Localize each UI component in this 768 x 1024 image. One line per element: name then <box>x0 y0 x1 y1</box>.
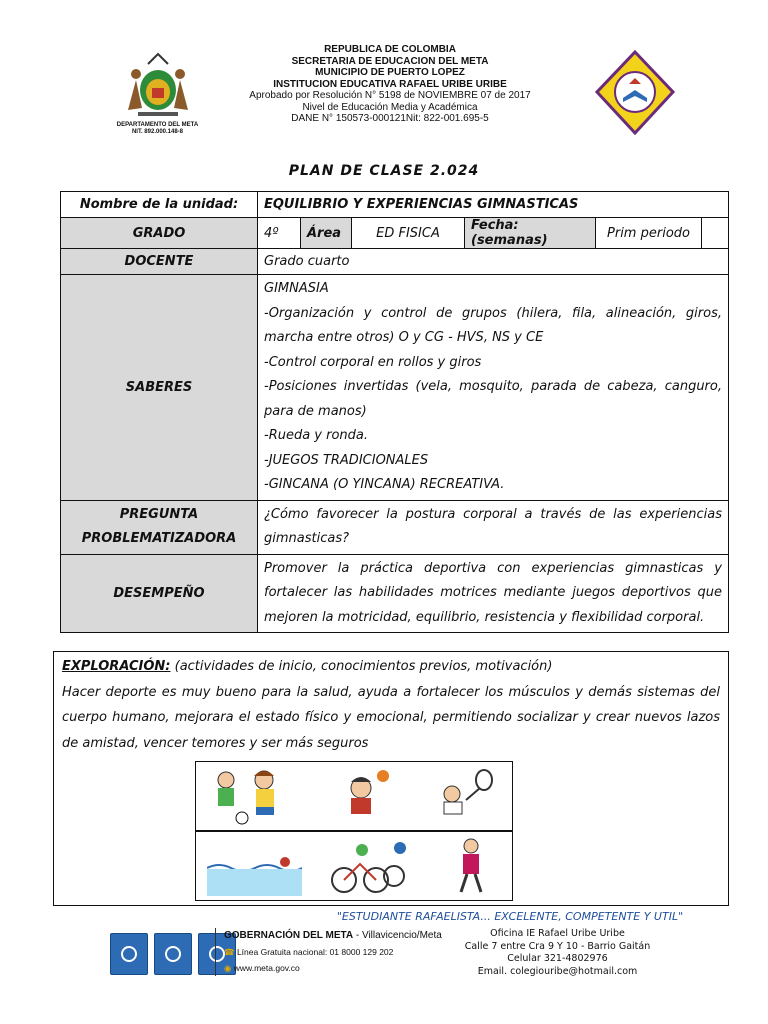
gobernacion-info <box>215 928 442 976</box>
web-link[interactable] <box>224 960 442 976</box>
seal-caption-line2: NIT. 892.000.148-8 <box>131 129 184 135</box>
desempeno-value: Promover la práctica deportiva con experiencias gimnasticas y fortalecer las habilidades motrices mediante juegos deportivos que mejoren la motricidad, equilibrio, resistencia y flexibilidad corporal. <box>258 554 729 633</box>
office-line1: Oficina IE Rafael Uribe Uribe <box>490 928 625 939</box>
saberes-line: -Control corporal en rollos y giros <box>264 354 482 370</box>
pregunta-label-line1: PREGUNTA <box>119 507 199 522</box>
header-line3: MUNICIPIO DE PUERTO LOPEZ <box>315 67 465 78</box>
pregunta-label <box>61 500 258 554</box>
header-line1: REPUBLICA DE COLOMBIA <box>324 44 456 55</box>
saberes-label: SABERES <box>61 275 258 501</box>
seal-caption-line1: DEPARTAMENTO DEL META <box>116 122 199 128</box>
pregunta-value: ¿Cómo favorecer la postura corporal a través de las experiencias gimnasticas? <box>258 500 729 554</box>
fecha-value: Prim periodo <box>596 218 702 248</box>
office-contact <box>445 928 670 978</box>
gobernacion-title <box>224 928 442 944</box>
grado-label: GRADO <box>61 218 258 249</box>
grado-value: 4º <box>258 218 301 248</box>
school-slogan: "ESTUDIANTE RAFAELISTA... EXCELENTE, COMPETENTE Y UTIL" <box>336 910 684 923</box>
grado-row-cells <box>258 218 729 249</box>
certification-icon <box>119 944 139 964</box>
desempeno-label: DESEMPEÑO <box>61 554 258 633</box>
area-value: ED FISICA <box>352 218 465 248</box>
blank-cell <box>702 218 729 248</box>
saberes-line: -Organización y control de grupos (hilera, fila, alineación, giros, marcha entre otros) O y CG - HVS, NS y CE <box>264 305 722 345</box>
fecha-label: Fecha:(semanas) <box>465 218 596 248</box>
saberes-content <box>258 275 729 501</box>
header-line2: SECRETARIA DE EDUCACION DEL META <box>291 55 489 67</box>
linea-gratuita <box>224 944 442 960</box>
grado-subtable <box>258 218 728 248</box>
globe-icon: ◉ <box>224 963 234 973</box>
area-label: Área <box>301 218 352 248</box>
unidad-value: EQUILIBRIO Y EXPERIENCIAS GIMNASTICAS <box>258 192 729 218</box>
skating-illustration <box>441 836 501 896</box>
pregunta-label-line2: PROBLEMATIZADORA <box>81 531 237 546</box>
office-line3: Celular 321-4802976 <box>507 953 608 964</box>
school-crest-logo <box>595 50 675 135</box>
institution-header <box>200 44 580 125</box>
header-line7: DANE N° 150573-000121Nit: 822-001.695-5 <box>291 113 489 124</box>
saberes-line: -Rueda y ronda. <box>264 428 369 443</box>
sports-illustration-row-2 <box>195 831 513 901</box>
swimming-illustration <box>207 836 302 896</box>
saberes-line: -JUEGOS TRADICIONALES <box>264 452 429 468</box>
office-email[interactable]: Email. colegiouribe@hotmail.com <box>477 965 638 977</box>
exploracion-text: Hacer deporte es muy bueno para la salud, ayuda a fortalecer los músculos y demás sistemas del cuerpo humano, mejorara el estado físico y emocional, permitiendo socializar y crear nuevos lazos de amistad, vencer temores y ser más seguros <box>62 684 720 751</box>
class-plan-table <box>60 191 729 633</box>
gobernacion-city: - Villavicencio/Meta <box>353 930 442 941</box>
exploracion-heading: EXPLORACIÓN: <box>62 659 171 674</box>
seal-caption <box>100 122 215 136</box>
sports-illustration-row-1 <box>195 761 513 831</box>
linea-text: Línea Gratuita nacional: 01 8000 129 202 <box>236 947 394 957</box>
docente-value: Grado cuarto <box>258 249 729 275</box>
web-text: www.meta.gov.co <box>233 963 300 973</box>
unidad-label: Nombre de la unidad: <box>61 192 258 218</box>
certification-icon <box>163 944 183 964</box>
saberes-line: -GINCANA (O YINCANA) RECREATIVA. <box>264 477 505 492</box>
saberes-line: -Posiciones invertidas (vela, mosquito, parada de cabeza, canguro, para de manos) <box>264 379 722 419</box>
header-line5: Aprobado por Resolución N° 5198 de NOVIEMBRE 07 de 2017 <box>249 90 531 101</box>
exploracion-subtitle: (actividades de inicio, conocimientos previos, motivación) <box>174 659 553 674</box>
header-line6: Nivel de Educación Media y Académica <box>302 101 478 113</box>
plan-title: PLAN DE CLASE 2.024 <box>288 163 480 179</box>
docente-label: DOCENTE <box>61 249 258 275</box>
gobernacion-name: GOBERNACIÓN DEL META <box>224 930 354 941</box>
certification-logo-1 <box>110 933 148 975</box>
basketball-illustration <box>321 766 401 826</box>
certification-logo-2 <box>154 933 192 975</box>
tennis-illustration <box>422 766 502 826</box>
saberes-line: GIMNASIA <box>264 281 329 296</box>
header-line4: INSTITUCION EDUCATIVA RAFAEL URIBE URIBE <box>273 78 507 90</box>
office-line2: Calle 7 entre Cra 9 Y 10 - Barrio Gaitán <box>464 940 651 952</box>
kids-soccer-illustration <box>206 766 301 826</box>
cycling-illustration <box>324 836 419 896</box>
phone-icon: ☎ <box>224 947 237 957</box>
